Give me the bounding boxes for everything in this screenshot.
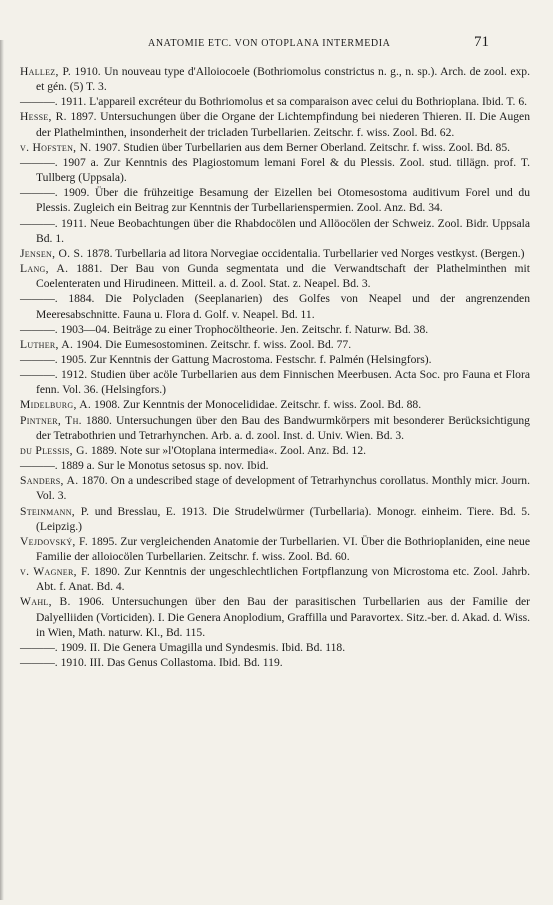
reference-entry — [20, 443, 530, 458]
reference-text: ———. 1903—04. Beiträge zu einer Trophocöltheorie. Jen. Zeitschr. f. Naturw. Bd. 38. — [20, 322, 429, 336]
reference-entry — [20, 94, 530, 109]
page-edge-shadow — [0, 40, 4, 900]
reference-author: v. Wagner, F. — [20, 565, 91, 579]
reference-text: ———. 1907 a. Zur Kenntnis des Plagiostomum lemani Forel & du Plessis. Zool. stud. tillägn. prof. T. Tullberg (Uppsala). — [20, 155, 530, 185]
reference-text: 1906. Untersuchungen über den Bau der parasitischen Turbellarien aus der Familie der Dalyelliiden (Vorticiden). I. Die Genera Anoplodium, Graffilla und Paravortex. Sitz.-ber. d. Akad. d. Wiss. in Wien, Math. naturw. Kl., Bd. 115. — [36, 595, 530, 639]
reference-entry — [20, 185, 530, 215]
reference-author: Hesse, R. — [20, 110, 67, 124]
reference-entry — [20, 367, 530, 397]
reference-text: ———. 1909. Über die frühzeitige Besamung der Eizellen bei Otomesostoma auditivum Forel und du Plessis. Zugleich ein Beitrag zur Kenntnis der Turbellarienspermien. Zool. Anz. Bd. 34. — [20, 186, 530, 215]
reference-list — [20, 64, 530, 670]
reference-entry — [20, 564, 530, 594]
reference-author: Pintner, Th. — [20, 413, 82, 427]
reference-author: Hallez, P. — [20, 65, 72, 78]
reference-text: 1880. Untersuchungen über den Bau des Bandwurmkörpers mit besonderer Berücksichtigung der Tetrabothrien und Tetrarhynchen. Arb. a. d. zool. Inst. d. Univ. Wien. Bd. 3. — [36, 413, 530, 442]
reference-author: Luther, A. — [20, 337, 74, 351]
running-head: ANATOMIE ETC. VON OTOPLANA INTERMEDIA — [148, 38, 391, 49]
reference-entry — [20, 458, 530, 473]
reference-entry — [20, 504, 530, 534]
reference-text: ———. 1884. Die Polycladen (Seeplanarien) des Golfes von Neapel und der angrenzenden Meeresabschnitte. Fauna u. Flora d. Golf. v. Neapel. Bd. 11. — [20, 292, 530, 321]
reference-text: ———. 1909. II. Die Genera Umagilla und Syndesmis. Ibid. Bd. 118. — [20, 640, 346, 654]
reference-text: ———. 1889 a. Sur le Monotus setosus sp. nov. Ibid. — [20, 459, 269, 473]
reference-entry — [20, 640, 530, 655]
reference-entry — [20, 322, 530, 337]
reference-entry — [20, 140, 530, 155]
reference-author: v. Hofsten, N. — [20, 140, 92, 154]
reference-author: Sanders, A. — [20, 474, 79, 488]
reference-entry — [20, 534, 530, 564]
reference-text: ———. 1910. III. Das Genus Collastoma. Ibid. Bd. 119. — [20, 656, 283, 670]
reference-text: und Bresslau, E. 1913. Die Strudelwürmer (Turbellaria). Monogr. einheim. Tiere. Bd. 5. (Leipzig.) — [36, 504, 530, 533]
reference-author: Steinmann, P. — [20, 504, 90, 518]
reference-author: du Plessis, G. — [20, 443, 88, 457]
reference-entry — [20, 109, 530, 139]
reference-entry — [20, 64, 530, 94]
reference-text: 1897. Untersuchungen über die Organe der Lichtempfindung bei niederen Thieren. II. Die Augen der Plathelminthen, insonderheit der tricladen Turbellarien. Zeitschr. f. wiss. Zool. Bd. 62. — [36, 110, 530, 139]
reference-text: 1881. Der Bau von Gunda segmentata und die Verwandtschaft der Plathelminthen mit Coelenteraten und Hirudineen. Mitteil. a. d. Zool. Stat. z. Neapel. Bd. 3. — [36, 262, 530, 291]
page-number: 71 — [474, 34, 489, 50]
reference-entry — [20, 337, 530, 352]
reference-entry — [20, 352, 530, 367]
reference-entry — [20, 594, 530, 639]
reference-text: 1904. Die Eumesostominen. Zeitschr. f. wiss. Zool. Bd. 77. — [73, 337, 352, 351]
reference-author: Jensen, O. S. — [20, 246, 84, 260]
reference-author: Wahl, B. — [20, 595, 71, 609]
reference-text: 1895. Zur vergleichenden Anatomie der Turbellarien. VI. Über die Bothrioplaniden, eine neue Familie der alloiocölen Turbellarien. Zeitschr. f. wiss. Zool. Bd. 60. — [36, 534, 531, 563]
page-header — [0, 36, 553, 56]
reference-entry — [20, 413, 530, 443]
reference-entry — [20, 261, 530, 291]
reference-text: 1889. Note sur »l'Otoplana intermedia«. Zool. Anz. Bd. 12. — [87, 443, 367, 457]
reference-text: ———. 1911. L'appareil excréteur du Bothriomolus et sa comparaison avec celui du Bothrioplana. Ibid. T. 6. — [20, 95, 528, 109]
reference-entry — [20, 155, 530, 185]
reference-entry — [20, 216, 530, 246]
reference-text: 1890. Zur Kenntnis der ungeschlechtlichen Fortpflanzung von Microstoma etc. Zool. Jahrb. Abt. f. Anat. Bd. 4. — [36, 565, 531, 594]
reference-entry — [20, 397, 530, 412]
reference-author: Vejdovský, F. — [20, 534, 89, 548]
reference-entry — [20, 473, 530, 503]
reference-text: 1878. Turbellaria ad litora Norvegiae occidentalia. Turbellarier ved Norges vestkyst. (Bergen.) — [83, 246, 525, 260]
reference-text: 1908. Zur Kenntnis der Monocelididae. Zeitschr. f. wiss. Zool. Bd. 88. — [91, 398, 422, 412]
reference-text: ———. 1911. Neue Beobachtungen über die Rhabdocölen und Allöocölen der Schweiz. Zool. Bidr. Uppsala Bd. 1. — [20, 216, 530, 245]
reference-text: ———. 1912. Studien über acöle Turbellarien aus dem Finnischen Meerbusen. Acta Soc. pro Fauna et Flora fenn. Vol. 36. (Helsingfors.) — [20, 368, 530, 397]
reference-author: Lang, A. — [20, 262, 69, 276]
reference-text: 1910. Un nouveau type d'Alloiocoele (Bothriomolus constrictus n. g., n. sp.). Arch. de zool. exp. et gén. (5) T. 3. — [36, 65, 530, 94]
reference-text: 1907. Studien über Turbellarien aus dem Berner Oberland. Zeitschr. f. wiss. Zool. Bd. 85. — [91, 140, 511, 154]
reference-text: ———. 1905. Zur Kenntnis der Gattung Macrostoma. Festschr. f. Palmén (Helsingfors). — [20, 352, 432, 366]
reference-entry — [20, 655, 530, 670]
reference-entry — [20, 291, 530, 321]
reference-author: Midelburg, A. — [20, 398, 92, 412]
reference-text: 1870. On a undescribed stage of development of Tetrarhynchus corollatus. Monthly micr. Journ. Vol. 3. — [36, 474, 530, 503]
reference-entry — [20, 246, 530, 261]
